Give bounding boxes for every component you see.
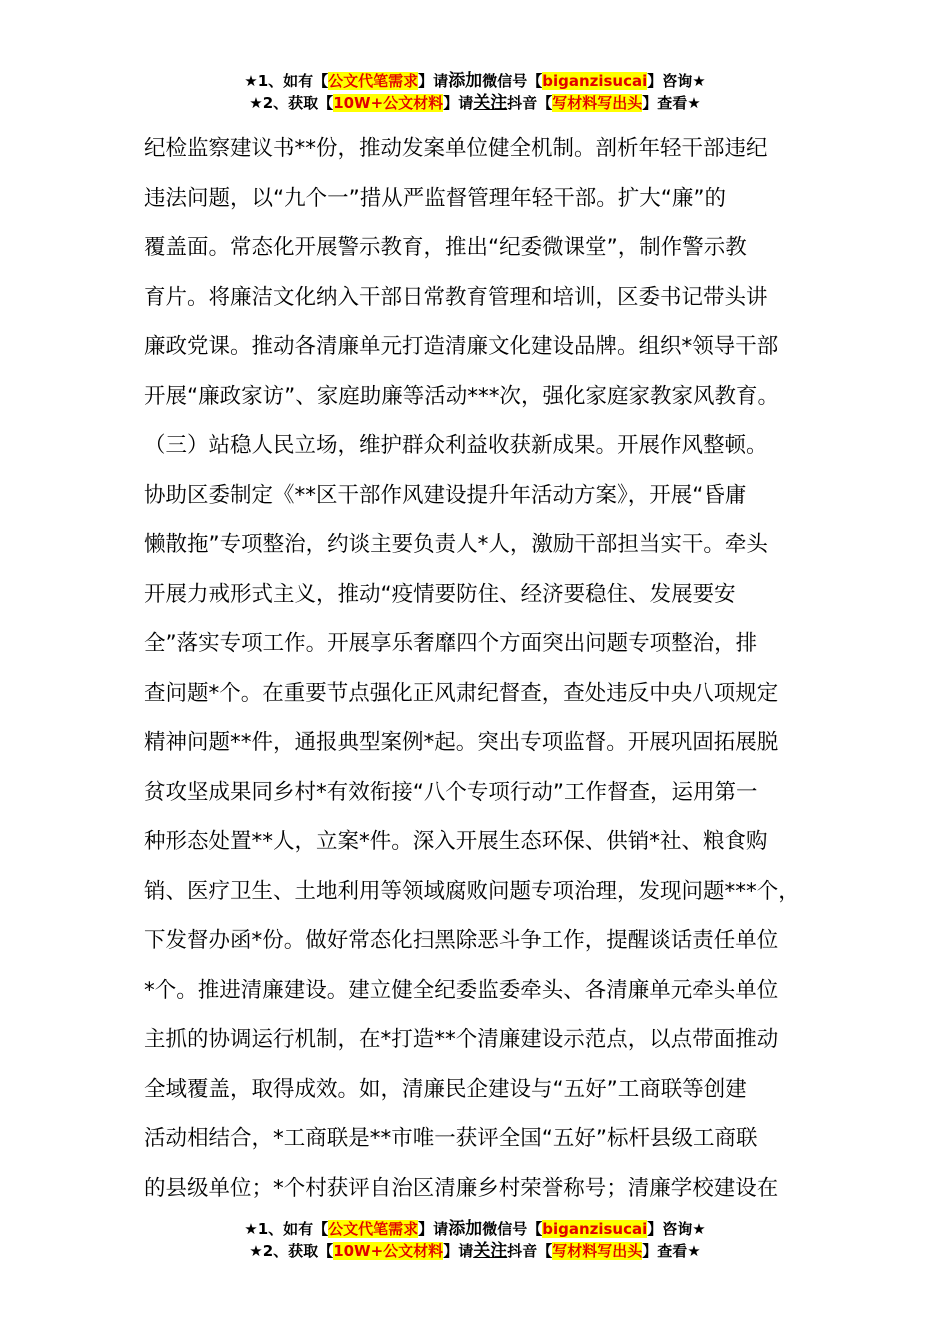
highlight-materials: 10W+公文材料 <box>333 94 444 112</box>
banner-text: ★1、如有【 <box>244 72 329 90</box>
body-line: 贫攻坚成果同乡村*有效衔接“八个专项行动”工作督查，运用第一 <box>144 779 758 805</box>
body-line: 销、医疗卫生、土地利用等领域腐败问题专项治理，发现问题***个， <box>144 878 800 904</box>
footer-banner <box>0 1218 950 1262</box>
highlight-wechat-id: biganzisucai <box>542 1220 648 1238</box>
document-body <box>144 124 834 1213</box>
body-line: 协助区委制定《**区干部作风建设提升年活动方案》，开展“昏庸 <box>144 482 747 508</box>
body-line: 活动相结合，*工商联是**市唯一获评全国“五好”标杆县级工商联 <box>144 1126 758 1151</box>
body-line: 种形态处置**人，立案*件。深入开展生态环保、供销*社、粮食购 <box>144 829 768 854</box>
highlight-service: 公文代笔需求 <box>328 1220 419 1238</box>
body-line: 廉政党课。推动各清廉单元打造清廉文化建设品牌。组织*领导干部 <box>144 334 779 359</box>
banner-text: ★2、获取【 <box>249 1242 334 1260</box>
body-line: 主抓的协调运行机制，在*打造**个清廉建设示范点，以点带面推动 <box>144 1027 779 1052</box>
banner-text: 】请 <box>443 1242 474 1260</box>
banner-text: ★1、如有【 <box>244 1220 329 1238</box>
body-line: 违法问题，以“九个一”措从严监督管理年轻干部。扩大“廉”的 <box>144 185 727 211</box>
body-line: 精神问题**件，通报典型案例*起。突出专项监督。开展巩固拓展脱 <box>144 730 779 755</box>
banner-emphasis: 添加 <box>448 71 483 91</box>
body-line: 的县级单位；*个村获评自治区清廉乡村荣誉称号；清廉学校建设在 <box>144 1175 779 1201</box>
banner-text: 】查看★ <box>642 1242 701 1260</box>
banner-text: ★2、获取【 <box>249 94 334 112</box>
header-banner <box>0 70 950 114</box>
banner-text: 抖音【 <box>507 1242 553 1260</box>
banner-line-1 <box>0 1218 950 1240</box>
banner-line-2 <box>0 92 950 114</box>
body-line: *个。推进清廉建设。建立健全纪委监委牵头、各清廉单元牵头单位 <box>144 977 779 1003</box>
banner-text: 微信号【 <box>482 1220 543 1238</box>
banner-text: 】咨询★ <box>647 72 706 90</box>
banner-text: 】请 <box>443 94 474 112</box>
banner-text: 抖音【 <box>507 94 553 112</box>
body-line: 下发督办函*份。做好常态化扫黑除恶斗争工作，提醒谈话责任单位 <box>144 928 779 953</box>
body-line: 懒散拖”专项整治，约谈主要负责人*人，激励干部担当实干。牵头 <box>144 532 768 557</box>
banner-text: 】咨询★ <box>647 1220 706 1238</box>
body-line: 开展“廉政家访”、家庭助廉等活动***次，强化家庭家教家风教育。 <box>144 383 780 409</box>
banner-text: 】请 <box>418 1220 449 1238</box>
highlight-materials: 10W+公文材料 <box>333 1242 444 1260</box>
body-line: 开展力戒形式主义，推动“疫情要防住、经济要稳住、发展要安 <box>144 581 736 607</box>
highlight-douyin: 写材料写出头 <box>552 1242 643 1260</box>
banner-emphasis: 关注 <box>473 1241 508 1261</box>
highlight-douyin: 写材料写出头 <box>552 94 643 112</box>
banner-text: 】查看★ <box>642 94 701 112</box>
body-line: 纪检监察建议书**份，推动发案单位健全机制。剖析年轻干部违纪 <box>144 136 768 161</box>
banner-text: 微信号【 <box>482 72 543 90</box>
body-line: （三）站稳人民立场，维护群众利益收获新成果。开展作风整顿。 <box>144 433 768 458</box>
banner-line-2 <box>0 1240 950 1262</box>
banner-emphasis: 添加 <box>448 1219 483 1239</box>
highlight-service: 公文代笔需求 <box>328 72 419 90</box>
body-line: 查问题*个。在重要节点强化正风肃纪督查，查处违反中央八项规定 <box>144 680 779 706</box>
body-line: 覆盖面。常态化开展警示教育，推出“纪委微课堂”，制作警示教 <box>144 235 747 260</box>
body-line: 育片。将廉洁文化纳入干部日常教育管理和培训，区委书记带头讲 <box>144 284 768 310</box>
body-line: 全”落实专项工作。开展享乐奢靡四个方面突出问题专项整治，排 <box>144 631 758 656</box>
highlight-wechat-id: biganzisucai <box>542 72 648 90</box>
banner-line-1 <box>0 70 950 92</box>
body-line: 全域覆盖，取得成效。如，清廉民企建设与“五好”工商联等创建 <box>144 1076 747 1102</box>
banner-text: 】请 <box>418 72 449 90</box>
banner-emphasis: 关注 <box>473 93 508 113</box>
